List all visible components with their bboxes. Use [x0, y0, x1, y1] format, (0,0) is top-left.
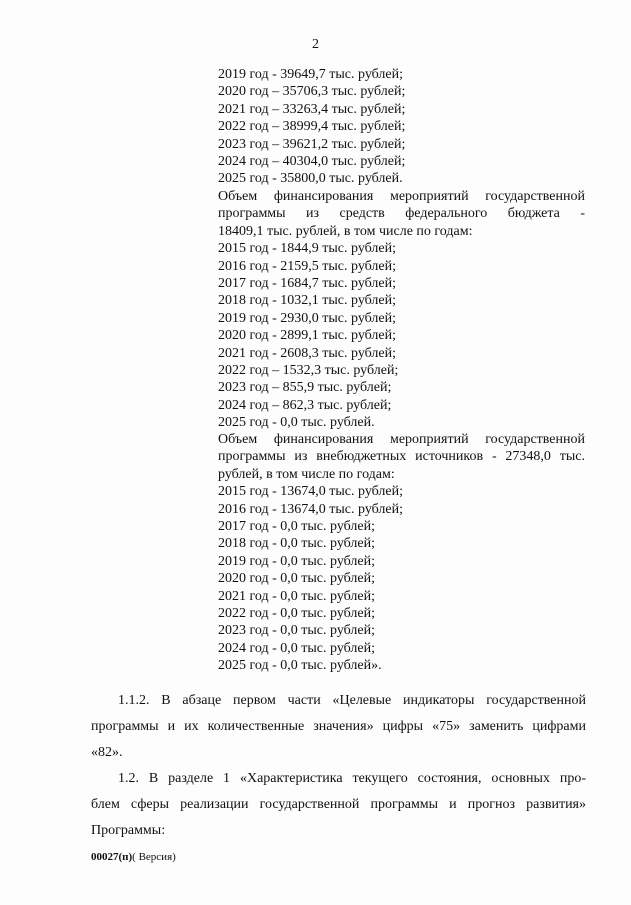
paragraph-line: 1.1.2. В абзаце первом части «Целевые индикаторы государственной — [118, 693, 586, 708]
paragraph-line: блем сферы реализации государственной программы и прогноз развития» — [91, 797, 586, 812]
year-line: 2023 год – 39621,2 тыс. рублей; — [218, 136, 406, 152]
year-line: 2016 год - 2159,5 тыс. рублей; — [218, 258, 397, 274]
extrabudget-heading-line: программы из внебюджетных источников - 27348,0 тыс. — [218, 449, 585, 465]
paragraph-line: 1.2. В разделе 1 «Характеристика текущего состояния, основных про- — [118, 771, 586, 786]
year-line: 2021 год - 0,0 тыс. рублей; — [218, 588, 376, 604]
year-line: 2025 год - 0,0 тыс. рублей». — [218, 658, 382, 674]
year-line: 2018 год - 0,0 тыс. рублей; — [218, 536, 376, 552]
year-line: 2020 год - 0,0 тыс. рублей; — [218, 571, 376, 587]
year-line: 2023 год - 0,0 тыс. рублей; — [218, 623, 376, 639]
year-line: 2022 год – 1532,3 тыс. рублей; — [218, 362, 399, 378]
year-line: 2015 год - 1844,9 тыс. рублей; — [218, 241, 397, 257]
year-line: 2017 год - 1684,7 тыс. рублей; — [218, 275, 397, 291]
page-number: 2 — [312, 37, 319, 52]
year-line: 2019 год - 2930,0 тыс. рублей; — [218, 310, 397, 326]
year-line: 2017 год - 0,0 тыс. рублей; — [218, 518, 376, 534]
year-line: 2019 год - 39649,7 тыс. рублей; — [218, 67, 404, 82]
year-line: 2021 год - 2608,3 тыс. рублей; — [218, 345, 397, 361]
year-line: 2016 год - 13674,0 тыс. рублей; — [218, 501, 404, 517]
year-line: 2019 год - 0,0 тыс. рублей; — [218, 553, 376, 569]
year-line: 2025 год - 0,0 тыс. рублей. — [218, 415, 375, 431]
year-line: 2023 год – 855,9 тыс. рублей; — [218, 380, 392, 396]
paragraph-line: «82». — [91, 745, 123, 760]
year-line: 2022 год - 0,0 тыс. рублей; — [218, 605, 376, 621]
document-footer — [91, 851, 176, 863]
federal-heading-line: программы из средств федерального бюджета - — [218, 206, 585, 222]
year-line: 2018 год - 1032,1 тыс. рублей; — [218, 293, 397, 309]
year-line: 2021 год – 33263,4 тыс. рублей; — [218, 101, 406, 117]
paragraph-1-2 — [91, 766, 586, 844]
paragraph-line: Программы: — [91, 823, 166, 838]
year-line: 2020 год – 35706,3 тыс. рублей; — [218, 84, 406, 100]
funding-continuation — [218, 66, 585, 188]
paragraph-1-1-2 — [91, 688, 586, 766]
document-code: 00027(п) — [91, 851, 133, 863]
document-version: ( Версия) — [132, 851, 176, 863]
year-line: 2024 год – 862,3 тыс. рублей; — [218, 397, 392, 413]
year-line: 2022 год – 38999,4 тыс. рублей; — [218, 119, 406, 135]
year-line: 2024 год – 40304,0 тыс. рублей; — [218, 153, 406, 169]
federal-heading-line: Объем финансирования мероприятий государственной — [218, 189, 585, 204]
paragraph-line: программы и их количественные значения» цифры «75» заменить цифрами — [91, 719, 586, 734]
year-line: 2020 год - 2899,1 тыс. рублей; — [218, 328, 397, 344]
extrabudget-funding — [218, 431, 585, 674]
federal-heading-line: 18409,1 тыс. рублей, в том числе по годам: — [218, 223, 473, 239]
year-line: 2025 год - 35800,0 тыс. рублей. — [218, 171, 403, 187]
extrabudget-heading-line: Объем финансирования мероприятий государственной — [218, 432, 585, 447]
year-line: 2024 год - 0,0 тыс. рублей; — [218, 640, 376, 656]
extrabudget-heading-line: рублей, в том числе по годам: — [218, 466, 395, 482]
year-line: 2015 год - 13674,0 тыс. рублей; — [218, 484, 404, 500]
federal-budget-funding — [218, 188, 585, 431]
